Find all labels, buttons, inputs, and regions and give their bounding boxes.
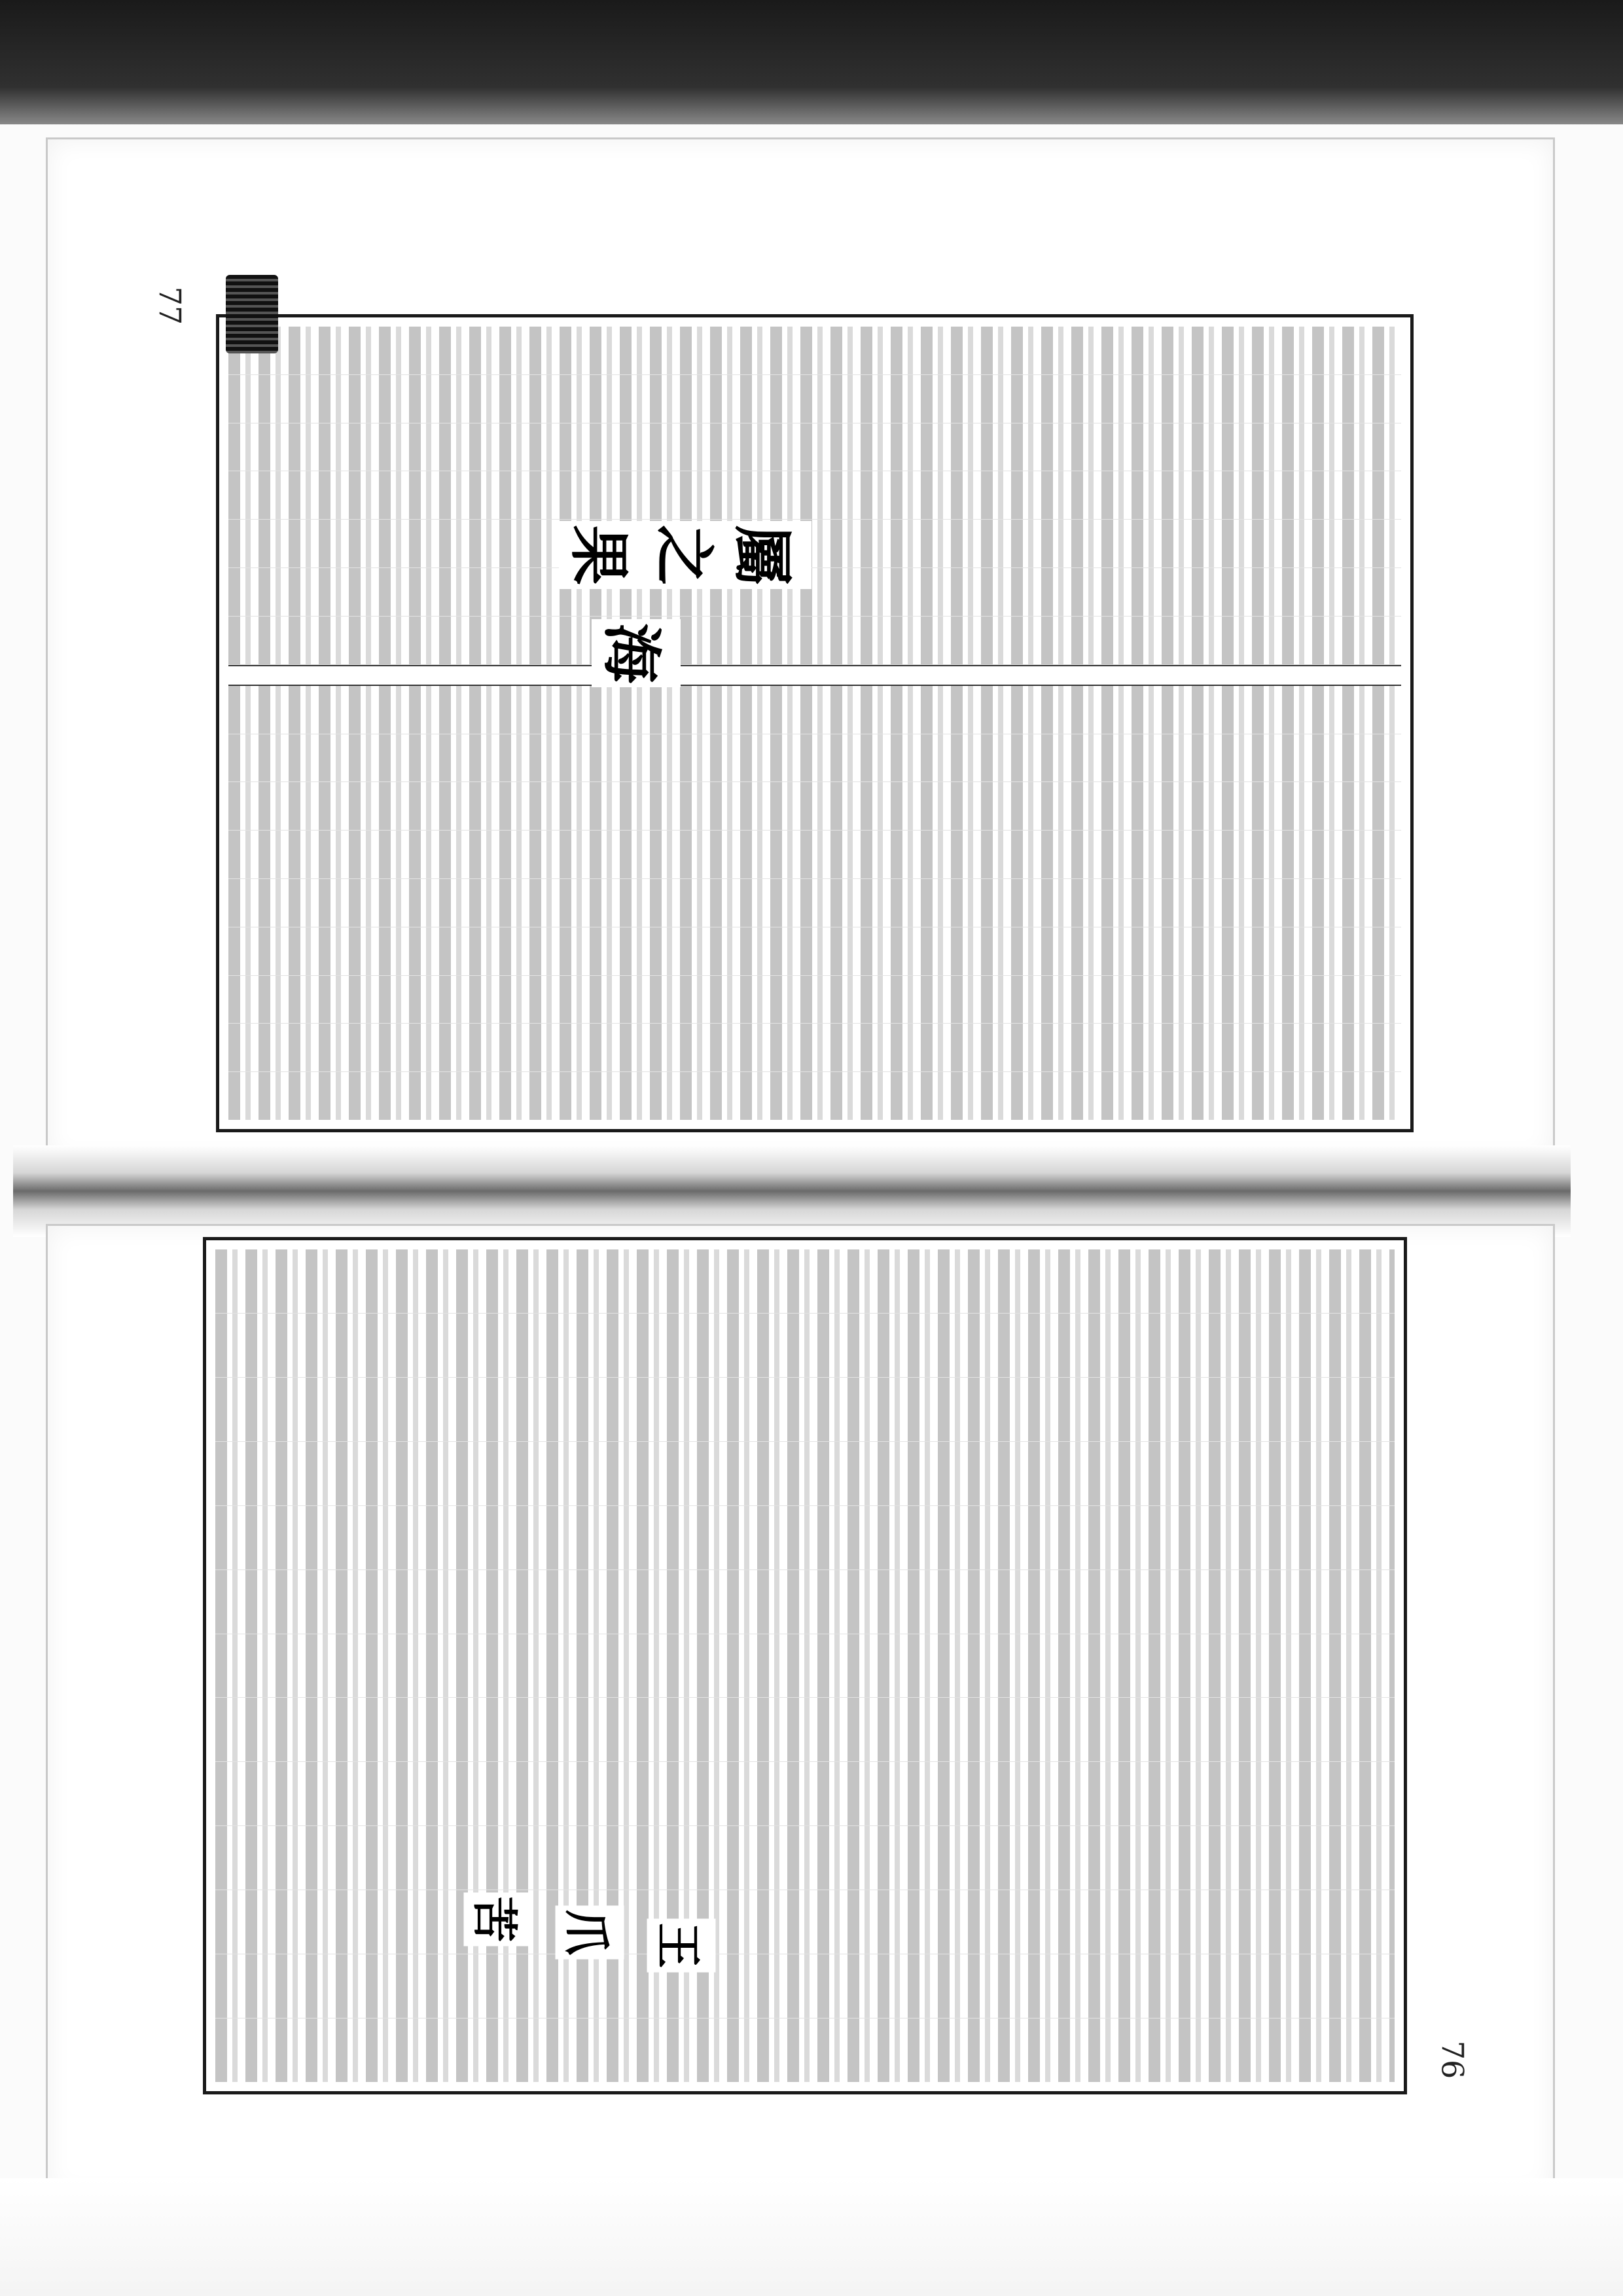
page-77-columns (228, 327, 1401, 1120)
text-column (228, 927, 1401, 976)
text-column (215, 1506, 1395, 1570)
text-column (215, 1378, 1395, 1442)
text-column (215, 2018, 1395, 2082)
text-column (228, 375, 1401, 423)
page-76-text-block (203, 1237, 1407, 2094)
margin-mark (226, 275, 278, 353)
text-column (215, 1314, 1395, 1378)
book-gutter (13, 1145, 1571, 1237)
text-column (228, 879, 1401, 927)
section-heading: 屬 (722, 521, 812, 589)
text-column (228, 831, 1401, 879)
text-column (215, 1762, 1395, 1826)
text-column (228, 568, 1401, 617)
page-number-77: 77 (152, 286, 188, 325)
section-divider (228, 665, 1401, 686)
scan-edge-shadow-top (0, 0, 1623, 124)
section-heading: 爪 (556, 1906, 624, 1960)
page-76-columns (215, 1249, 1395, 2082)
text-column (228, 734, 1401, 783)
text-column (228, 617, 1401, 665)
page-77-text-block (216, 314, 1414, 1132)
section-heading: 王 (647, 1919, 716, 1973)
page-number-76: 76 (1435, 2040, 1471, 2079)
text-column (228, 327, 1401, 375)
section-heading: 海 (592, 619, 681, 687)
text-column (228, 471, 1401, 520)
text-column (228, 686, 1401, 734)
text-column (215, 1890, 1395, 1954)
text-column (228, 782, 1401, 831)
scan-edge-margin-bottom (0, 2178, 1623, 2296)
text-column (215, 1249, 1395, 1314)
text-column (215, 1442, 1395, 1506)
text-column (228, 520, 1401, 568)
section-heading: 果 (559, 521, 648, 589)
text-column (215, 1698, 1395, 1762)
text-column (215, 1570, 1395, 1634)
text-column (215, 1634, 1395, 1698)
section-heading: 苦 (464, 1893, 533, 1946)
text-column (228, 976, 1401, 1024)
text-column (228, 1024, 1401, 1072)
text-column (228, 423, 1401, 472)
section-heading: 之 (644, 521, 733, 589)
text-column (215, 1954, 1395, 2018)
text-column (215, 1826, 1395, 1890)
text-column (228, 1072, 1401, 1120)
